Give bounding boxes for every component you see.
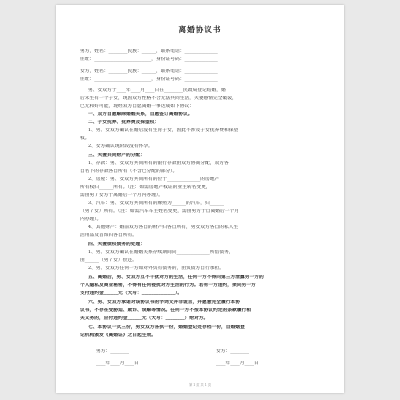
section-2-item-2: 2、女方确认现阶段没有怀孕。 [88,144,153,149]
page-footer: 第 1 页 共 1 页 [189,383,211,387]
intro-line-3: 已无和好可能，现经双方自愿离婚一事达成如下协议： [80,104,195,109]
intro-line-2: 后未生有一个子女，现因双方性格不合无法共同生活，夫妻感情完全破裂， [80,96,237,101]
section-6-line-1: 六、男、女双方承诺对该协议书的字词文并非谎言，并愿意完全履行本协 [88,300,241,305]
section-3-item-3: 3、汽车：男、女双方共同所有的牌照为______的汽车，归______ [88,201,225,206]
section-3-item-2-cont-2: 需由男 / 女方于离婚后一个月内办理）。 [80,193,163,198]
section-6-line-2: 议书，不存在受胁迫、欺诈、误解等情况。任何一方不按本协议约定的条款履行相 [80,308,252,313]
woman-address-line: 住址：________________________，身份证号码：______________ [80,77,218,82]
section-4-item-2: 2、男、女双方任何一方如对外负有债务的，由负债方自行承担。 [88,266,225,271]
woman-sign-date: ____年____月____日 [216,361,259,366]
section-3-item-2: 2、房屋：男、女双方共同所有的位于______________的房地产 [88,177,220,182]
document-page [56,5,344,393]
section-3-item-3-cont-2: 内办理）。 [80,217,102,222]
section-3-item-3-cont: （男 / 女）所有。（注：如需汽车车主姓名变更，需由男方于自离婚后一个月 [80,209,239,214]
man-signature: 男方：________ [96,349,130,354]
man-sign-date: ____年____月____日 [96,361,139,366]
section-3-item-2-cont: 所有权归______所有。（注：如需房地产权证的业主转名变更， [80,185,211,190]
section-2-item-1: 1、男、女双方确认在婚后没有生育子女，因此不涉及子女抚养费和探望 [88,128,239,133]
document-title: 离婚协议书 [178,25,222,34]
section-3-item-1-cont: 自名下的存款各自所有（不含已分配的部分）。 [80,169,178,174]
section-5-line-2: 个人隐私及商业秘密，不得有任何侵扰对方生活的行为。若有一方违约，须向另一方 [80,283,256,288]
woman-info-line: 女方，姓名：________民族：______，联系电话：______________ [80,69,218,74]
section-1-heading: 一、双方自愿解除婚姻关系，自愿签订离婚协议。 [88,112,193,117]
section-5-line-3: 支付违约金______元（大写：______________）。 [80,291,183,296]
section-7-line-1: 七、本协议一式三份，男女双方各执一份，婚姻登记处存档一份，自婚姻登 [88,325,245,330]
section-3-item-1: 1、存款：男、女双方共同所有的银行存款由双方协商分配，双方各 [88,161,229,166]
section-7-line-2: 记机构颁发《离婚证》之日起生效。 [80,333,157,338]
section-2-heading: 二、子女抚养、抚养费及探望权： [88,120,160,125]
section-3-item-4-cont: 活用品及首饰归各自所有。 [80,233,138,238]
section-5-line-1: 五、离婚后，男、女双方互不干扰对方的生活，任何一方不得向第三方泄露另一方的 [88,275,264,280]
section-4-item-1-cont: 由______（男 / 女）偿还。 [80,258,137,263]
section-4-item-1: 1、男、女双方确认在婚姻关系存续期间向______________所借债务， [88,250,234,255]
woman-signature: 女方：________ [216,349,250,354]
section-6-line-3: 关义务的，应付违约金______元（大写：________）给对方。 [80,316,209,321]
section-3-heading: 三、夫妻共同财产的分配： [88,153,146,158]
section-2-item-1-cont: 权。 [80,136,90,141]
section-4-heading: 四、夫妻债权债务的处理： [88,242,146,247]
intro-line-1: 男、女双方于____年____月____日在________民政局登记结婚，婚 [88,88,226,93]
man-address-line: 住址：________________________，身份证号码：______________ [80,57,218,62]
man-info-line: 男方，姓名：________民族：______，联系电话：______________ [80,49,218,54]
section-3-item-4: 4、其他财产：婚前双方各自的财产归各自所有，男女双方各自的私人生 [88,225,239,230]
